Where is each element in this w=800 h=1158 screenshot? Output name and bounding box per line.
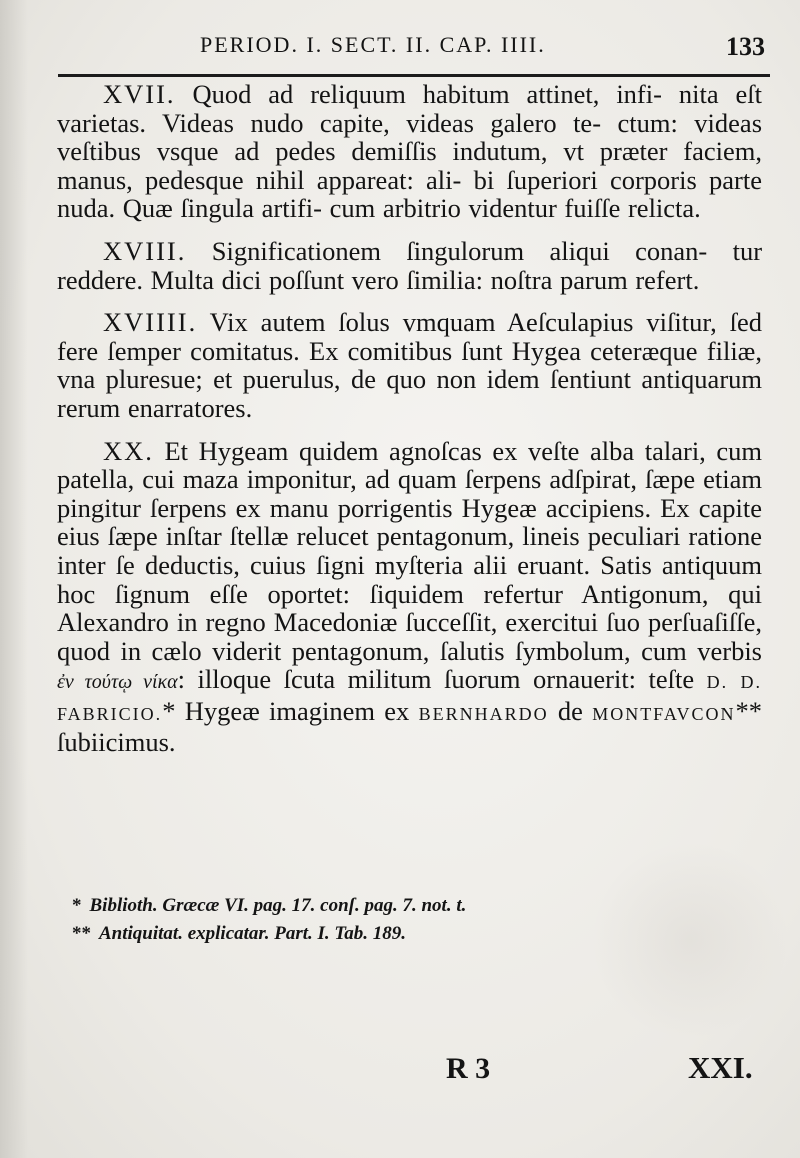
author-name: D. D. FABRICIO. <box>57 672 763 724</box>
text-line: tur reddere. Multa dici poſſunt vero ſimilia: noſtra parum <box>57 235 763 295</box>
paragraph-xviiii <box>57 308 762 422</box>
text-line: Vix autem ſolus vmquam Aeſculapius <box>209 307 634 338</box>
text-line: Significationem ſingulorum aliqui conan- <box>211 235 708 266</box>
footnote <box>72 920 572 948</box>
text-line: refert. <box>635 264 700 295</box>
footnotes <box>72 892 572 948</box>
text-segment: Et Hygeam quidem agnoſcas ex veſte alba talari, cum patella, cui maza imponitur, ad quam ſerpens adſpirat, ſæpe etiam pingitur ſerpens ex manu porrigentis Hygeæ accipiens. Ex capite eius ſæpe inſtar ſtellæ relucet pentagonum, lineis peculiari ratione inter ſe deductis, cuius ſigni myſteria alii eruant. Satis antiquum hoc ſignum eſſe oportet: ſiquidem refertur Antigonum, qui Alexandro in regno Macedoniæ ſucceſſit, exercitui ſuo perſuaſiſſe, quod in cælo viderit pentagonum, ſalutis ſymbolum, cum verbis <box>57 435 763 666</box>
paragraph-number: XVII. <box>103 79 176 109</box>
paragraph-xvii <box>57 80 762 223</box>
ink-bleed-through <box>590 840 790 1040</box>
text-line: viſitur, ſed fere ſemper comitatus. Ex comitibus ſunt <box>57 307 763 366</box>
paragraph-xviii <box>57 237 762 294</box>
text-line: Quod ad reliquum habitum attinet, infi- <box>192 79 662 109</box>
author-name: BERNHARDO <box>418 703 549 724</box>
text-line: quo non idem ſentiunt antiquarum rerum enarratores. <box>57 364 763 423</box>
text-segment: : illoque ſcuta militum ſuorum ornauerit: teſte <box>177 664 695 695</box>
page-number: 133 <box>726 32 765 61</box>
main-text <box>57 80 762 771</box>
text-line: nita eſt varietas. Videas nudo capite, videas galero te- <box>57 79 763 138</box>
page-header <box>60 30 765 66</box>
footnote-text: Biblioth. Græcæ VI. pag. 17. conſ. pag. 7. not. t. <box>89 895 467 916</box>
footnote-text: Antiquitat. explicatar. Part. I. Tab. 189. <box>99 923 407 944</box>
signature-mark: R 3 <box>446 1052 491 1085</box>
paragraph-number: XVIII. <box>103 235 187 266</box>
header-rule <box>58 74 770 77</box>
footnote <box>72 892 572 920</box>
catchword: XXI. <box>688 1050 753 1085</box>
footnote-mark: * <box>72 895 82 916</box>
author-name: MONTFAVCON <box>592 703 736 724</box>
text-line: Hygea ceteræque filiæ, vna pluresue; et puerulus, de <box>57 335 762 395</box>
gutter-shadow <box>0 0 28 1158</box>
footnote-mark: ** <box>72 923 91 944</box>
text-line: bi ſuperiori corporis parte nuda. Quæ ſingula artifi- <box>57 164 762 224</box>
text-segment: ** ſubiicimus. <box>57 695 763 758</box>
running-head: PERIOD. I. SECT. II. CAP. IIII. <box>200 32 546 57</box>
paragraph-xx <box>57 437 762 758</box>
text-segment: de <box>557 695 583 726</box>
paragraph-number: XX. <box>103 435 154 466</box>
text-segment: * Hygeæ imaginem ex <box>162 695 410 726</box>
text-line: vt præter faciem, manus, pedesque nihil appareat: ali- <box>57 136 763 195</box>
greek-phrase: ἐν τούτῳ νίκα <box>57 671 178 694</box>
paragraph-number: XVIIII. <box>103 307 198 338</box>
text-line: ctum: videas veſtibus vsque ad pedes demiſſis indutum, <box>57 107 763 167</box>
text-line: cum arbitrio videntur fuiſſe relicta. <box>329 193 701 224</box>
